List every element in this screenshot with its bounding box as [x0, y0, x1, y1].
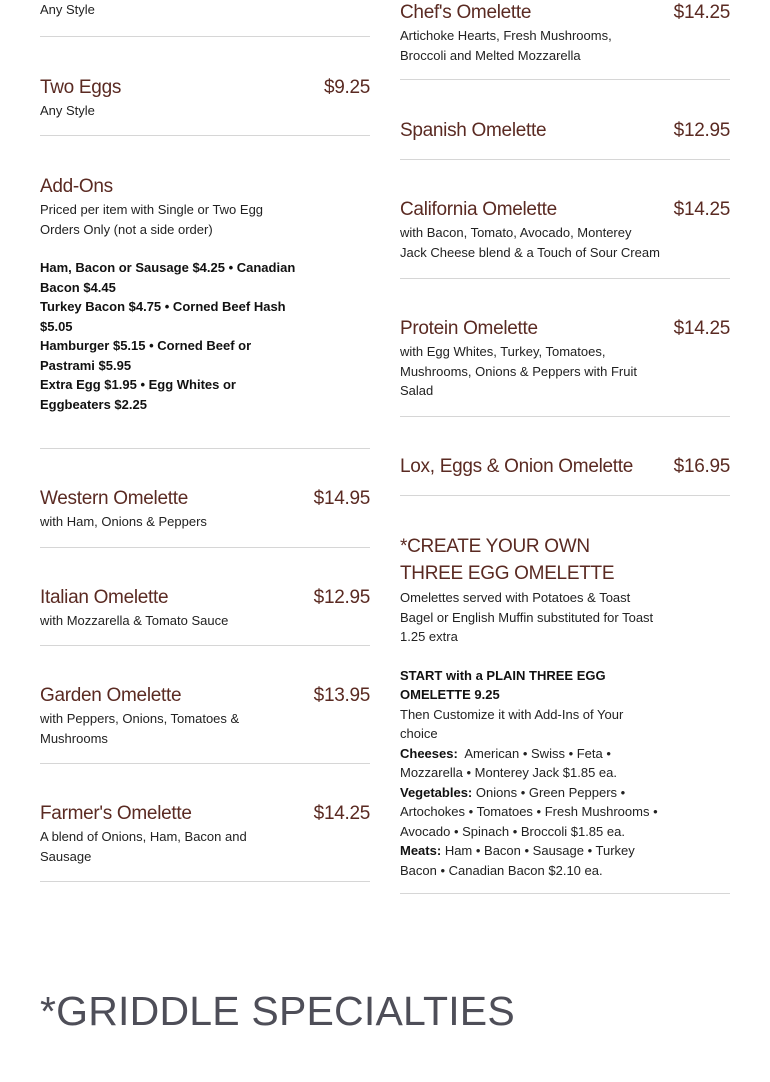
item-price: $14.25: [673, 199, 730, 220]
vegetables-label: Vegetables:: [400, 784, 473, 800]
menu-item-create-your-own: [400, 496, 730, 894]
item-price: $14.25: [673, 2, 730, 23]
item-description: Priced per item with Single or Two Egg Orders Only (not a side order): [40, 202, 264, 237]
item-name: *CREATE YOUR OWN THREE EGG OMELETTE: [400, 536, 615, 584]
item-price: $12.95: [313, 587, 370, 608]
menu-item-one-egg: [40, 0, 370, 37]
menu-item-california-omelette: [400, 160, 730, 279]
menu-column-right: [400, 0, 730, 894]
menu-item-chefs-omelette: [400, 0, 730, 80]
menu-item-spanish-omelette: [400, 80, 730, 160]
item-description: Any Style: [40, 103, 95, 118]
add-on-line: Extra Egg $1.95 • Egg Whites or Eggbeaters $2.25: [40, 377, 236, 412]
item-name: Spanish Omelette: [400, 120, 547, 141]
item-description: with Peppers, Onions, Tomatoes & Mushrooms: [40, 711, 240, 746]
item-price: $14.25: [313, 803, 370, 824]
item-name: Protein Omelette: [400, 318, 538, 339]
menu-item-two-eggs: [40, 37, 370, 136]
item-name: Lox, Eggs & Onion Omelette: [400, 456, 633, 477]
item-description: Any Style: [40, 2, 95, 17]
item-name: Italian Omelette: [40, 587, 169, 608]
vegetables-line: [400, 783, 662, 842]
item-name: Western Omelette: [40, 488, 188, 509]
item-price: $16.95: [673, 456, 730, 477]
item-name: Two Eggs: [40, 77, 122, 98]
meats-options: Ham • Bacon • Sausage • Turkey Bacon • Canadian Bacon $2.10 ea.: [400, 843, 635, 878]
add-on-line: Turkey Bacon $4.75 • Corned Beef Hash $5.05: [40, 299, 286, 334]
item-description: with Ham, Onions & Peppers: [40, 514, 207, 529]
cheeses-label: Cheeses:: [400, 745, 458, 761]
menu-item-western-omelette: [40, 449, 370, 548]
item-description: Artichoke Hearts, Fresh Mushrooms, Broccoli and Melted Mozzarella: [400, 28, 612, 63]
item-price: $13.95: [313, 685, 370, 706]
section-title-griddle-specialties: *GRIDDLE SPECIALTIES: [40, 988, 515, 1034]
item-description: A blend of Onions, Ham, Bacon and Sausage: [40, 829, 247, 864]
add-on-line: Ham, Bacon or Sausage $4.25 • Canadian Bacon $4.45: [40, 260, 296, 295]
item-description: with Bacon, Tomato, Avocado, Monterey Jack Cheese blend & a Touch of Sour Cream: [400, 225, 660, 260]
item-description: with Mozzarella & Tomato Sauce: [40, 613, 229, 628]
item-name: Add-Ons: [40, 176, 113, 197]
item-name: Chef's Omelette: [400, 2, 532, 23]
menu-item-protein-omelette: [400, 279, 730, 417]
vegetables-options: Onions • Green Peppers • Artochokes • Tomatoes • Fresh Mushrooms • Avocado • Spinach • Broccoli $1.85 ea.: [400, 784, 658, 839]
menu-column-left: [40, 0, 370, 882]
meats-label: Meats:: [400, 843, 442, 858]
menu-item-italian-omelette: [40, 548, 370, 646]
item-price: $9.25: [323, 77, 370, 98]
menu-item-add-ons: [40, 136, 370, 449]
cheeses-line: [400, 744, 662, 783]
item-price: $14.25: [673, 318, 730, 339]
cheeses-options: American • Swiss • Feta • Mozzarella • Monterey Jack $1.85 ea.: [400, 745, 617, 780]
start-line: START with a PLAIN THREE EGG OMELETTE 9.25: [400, 667, 606, 702]
menu-item-farmers-omelette: [40, 764, 370, 882]
item-price: $14.95: [313, 488, 370, 509]
menu-item-lox-omelette: [400, 417, 730, 496]
customize-line: Then Customize it with Add-Ins of Your choice: [400, 706, 624, 741]
item-description: Omelettes served with Potatoes & Toast Bagel or English Muffin substituted for Toast 1.25 extra: [400, 590, 654, 644]
item-description: with Egg Whites, Turkey, Tomatoes, Mushrooms, Onions & Peppers with Fruit Salad: [400, 344, 637, 398]
menu-item-garden-omelette: [40, 646, 370, 764]
add-on-line: Hamburger $5.15 • Corned Beef or Pastrami $5.95: [40, 338, 252, 373]
item-name: Farmer's Omelette: [40, 803, 192, 824]
item-name: Garden Omelette: [40, 685, 182, 706]
item-name: California Omelette: [400, 199, 557, 220]
item-price: $12.95: [673, 120, 730, 141]
meats-line: [400, 841, 662, 880]
